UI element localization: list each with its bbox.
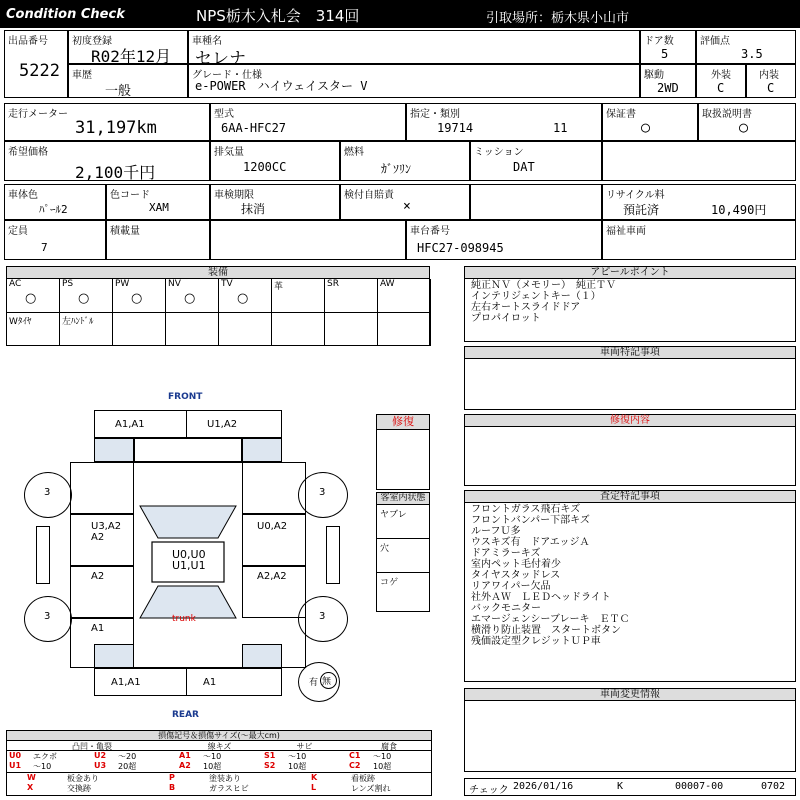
displacement-value: 1200CC [243, 160, 287, 174]
legend-desc: 板金あり [67, 774, 99, 783]
inspection-note-line: タイヤスタッドレス [471, 570, 561, 581]
warranty-box [602, 103, 698, 141]
equipment-cell-row2-4 [219, 313, 272, 346]
blank-box-2 [470, 184, 602, 220]
equipment-row2-label: 左ﾊﾝﾄﾞﾙ [62, 317, 94, 327]
left-rear-door-code: A2 [91, 571, 105, 582]
car-name-label: 車種名 [192, 36, 222, 47]
equipment-label: PS [62, 279, 74, 289]
rear-label: REAR [172, 710, 199, 720]
liability-box [340, 184, 470, 220]
equipment-cell-row2-2 [113, 313, 166, 346]
load-label: 積載量 [110, 226, 140, 237]
left-front-door-code-2: A2 [91, 532, 105, 543]
inspection-note-line: ドアミラーキズ [471, 548, 541, 559]
legend-code: L [311, 783, 317, 792]
lot-number-box [4, 30, 68, 98]
history-label: 車歴 [72, 70, 92, 81]
doors-value: 5 [661, 47, 669, 61]
recycle-status: 預託済 [623, 203, 660, 217]
displacement-label: 排気量 [214, 147, 244, 158]
equipment-mark: ○ [78, 291, 90, 306]
mileage-value: 31,197km [75, 118, 157, 138]
legend-desc: 10超 [203, 762, 222, 771]
front-label: FRONT [168, 392, 203, 402]
equipment-label: SR [327, 279, 339, 289]
legend-code: X [27, 783, 34, 792]
inspection-note-line: エマージェンシーブレーキ ＥＴＣ [471, 614, 630, 625]
right-rear-door [242, 566, 306, 618]
right-rear-door-code: A2,A2 [257, 571, 287, 582]
blank-box-1 [602, 141, 796, 181]
hood [134, 438, 242, 462]
repair-detail-panel [464, 414, 796, 486]
appeal-line: インテリジェントキー（１） [471, 291, 601, 302]
body-color-label: 車体色 [8, 190, 38, 201]
equipment-cell-3 [166, 279, 219, 313]
equipment-cell-row2-6 [325, 313, 378, 346]
check-mark: K [617, 781, 624, 792]
legend-desc: 看板跡 [351, 774, 375, 783]
inspection-note-line: ウスキズ有 ドアエッジＡ [471, 537, 590, 548]
equipment-mark: ○ [25, 291, 37, 306]
interior-state-item: 穴 [377, 539, 429, 573]
special-panel [464, 346, 796, 410]
equipment-cell-1 [60, 279, 113, 313]
designation-value-1: 19714 [437, 121, 474, 135]
legend-code: C2 [349, 761, 361, 770]
car-diagram [0, 386, 376, 722]
equipment-label: PW [115, 279, 130, 289]
legend-code: S2 [264, 761, 276, 770]
chassis-label: 車台番号 [410, 226, 450, 237]
color-code-label: 色コード [110, 190, 150, 201]
equipment-mark: ○ [131, 291, 143, 306]
legend-code: U2 [94, 751, 107, 760]
doors-box [640, 30, 696, 64]
appeal-line: 純正ＮＶ（メモリー） 純正ＴＶ [471, 280, 616, 291]
legend-header: 凸凹・亀裂 [72, 742, 112, 751]
grade-value: e-POWER ハイウェイスター V [195, 79, 368, 93]
legend-desc: 20超 [118, 762, 137, 771]
fuel-value: ｶﾞｿﾘﾝ [381, 162, 412, 176]
tire-front-right [298, 472, 348, 518]
interior-state-panel [376, 492, 430, 612]
legend-header: 線キズ [207, 742, 232, 751]
left-front-door-code: U3,A2 [91, 521, 122, 532]
interior-value: C [767, 81, 775, 95]
warranty-label: 保証書 [606, 109, 636, 120]
transmission-box [470, 141, 602, 181]
displacement-box [210, 141, 340, 181]
history-value: 一般 [105, 84, 132, 99]
recycle-amount: 10,490円 [711, 203, 767, 217]
changes-title: 車両変更情報 [465, 689, 795, 701]
legend-row2 [7, 783, 431, 793]
warranty-value: ○ [641, 118, 651, 136]
left-rear-quarter-code: A1 [91, 623, 105, 634]
first-reg-label: 初度登録 [72, 36, 112, 47]
legend-desc: ～10 [33, 762, 52, 771]
equipment-cell-row2-3 [166, 313, 219, 346]
left-rear-door [70, 566, 134, 618]
interior-state-title: 客室内状態 [377, 493, 429, 505]
legend-desc: ～20 [118, 752, 137, 761]
equipment-label: AW [380, 279, 395, 289]
fuel-box [340, 141, 470, 181]
front-right-code: U1,A2 [207, 419, 238, 430]
blank-box-3 [210, 220, 406, 260]
roof-code-2: U1,U1 [172, 559, 206, 572]
model-value: 6AA-HFC27 [221, 121, 287, 135]
changes-panel [464, 688, 796, 772]
legend-desc: 10超 [288, 762, 307, 771]
left-front-door [70, 514, 134, 566]
grade-box [188, 64, 640, 98]
mileage-label: 走行メーター [8, 109, 68, 120]
legend-code: B [169, 783, 176, 792]
color-code-value: XAM [149, 201, 169, 214]
recycle-box [602, 184, 796, 220]
capacity-label: 定員 [8, 226, 28, 237]
roof-code: U0,U0 [172, 548, 206, 561]
interior-box [746, 64, 796, 98]
legend-desc: エクボ [33, 752, 57, 761]
legend-desc: レンズ割れ [351, 784, 391, 793]
score-label: 評価点 [700, 36, 730, 47]
inspection-note-line: 室内ペット毛付着少 [471, 559, 561, 570]
tire-rear-left [24, 596, 72, 642]
load-box [106, 220, 210, 260]
legend-header: サビ [296, 742, 313, 751]
header-bar [0, 0, 800, 28]
model-box [210, 103, 406, 141]
special-title: 車両特記事項 [465, 347, 795, 359]
inspection-notes-title: 査定特記事項 [465, 491, 795, 503]
rear-bumper [94, 668, 282, 696]
inspection-note-line: ルーフＵ多 [471, 526, 521, 537]
legend-header: 腐食 [381, 742, 397, 751]
right-mirror [326, 526, 340, 584]
rear-left-code: A1,A1 [111, 677, 141, 688]
price-value: 2,100千円 [75, 163, 156, 182]
right-front-fender [242, 462, 306, 514]
equipment-label: NV [168, 279, 181, 289]
recycle-label: リサイクル料 [606, 190, 665, 201]
tire-rear-right-value: 3 [319, 611, 326, 622]
inspection-note-line: リアワイパー欠品 [471, 581, 551, 592]
equipment-cell-7 [378, 279, 431, 313]
equipment-cell-row2-1 [60, 313, 113, 346]
legend-code: W [27, 773, 36, 782]
interior-label: 内装 [759, 70, 779, 81]
equipment-row2-label: Wﾀｲﾔ [9, 317, 32, 327]
equipment-label: 革 [274, 282, 284, 292]
appeal-line: プロパイロット [471, 313, 541, 324]
interior-state-item: ヤブレ [377, 505, 429, 539]
equipment-cell-0 [7, 279, 60, 313]
equipment-cell-row2-0 [7, 313, 60, 346]
welfare-box [602, 220, 796, 260]
score-box [696, 30, 796, 64]
check-footer [464, 778, 796, 796]
capacity-box [4, 220, 106, 260]
legend-row [7, 751, 431, 761]
spare-label: 有 [309, 678, 319, 688]
legend-desc: 塗装あり [209, 774, 241, 783]
legend-code: C1 [349, 751, 361, 760]
inspection-note-line: フロントバンパー下部キズ [471, 515, 590, 526]
designation-value-2: 11 [553, 121, 568, 135]
inspection-note-line: バックモニター [471, 603, 541, 614]
right-front-door-code: U0,A2 [257, 521, 288, 532]
repair-detail-title: 修復内容 [465, 415, 795, 427]
legend-code: A1 [179, 751, 191, 760]
repair-panel [376, 414, 430, 490]
designation-label: 指定・類別 [410, 109, 460, 120]
rear-left-light [94, 644, 134, 668]
tire-front-left [24, 472, 72, 518]
lot-value: 5222 [19, 61, 60, 81]
fuel-label: 燃料 [344, 147, 364, 158]
inspection-note-line: 横滑り防止装置 スタートボタン [471, 625, 621, 636]
car-name-box [188, 30, 640, 69]
body-color-box [4, 184, 106, 220]
pickup-location: 引取場所：栃木県小山市 [486, 11, 630, 26]
equipment-mark: ○ [237, 291, 249, 306]
grade-label: グレード・仕様 [192, 70, 262, 81]
legend-row2 [7, 773, 431, 783]
left-mirror [36, 526, 50, 584]
inspection-label: 車検期限 [214, 190, 254, 201]
rear-right-code: A1 [203, 677, 217, 688]
first-reg-value: R02年12月 [91, 47, 172, 66]
legend-row [7, 761, 431, 771]
equipment-title: 装備 [7, 267, 429, 279]
spare-inner: 無 [322, 677, 332, 687]
chassis-value: HFC27-098945 [417, 241, 504, 255]
car-name-value: セレナ [195, 49, 246, 69]
front-bumper [94, 410, 282, 438]
interior-state-item: コゲ [380, 578, 399, 588]
condition-check-title: Condition Check [6, 7, 125, 22]
score-value: 3.5 [741, 47, 763, 61]
liability-label: 検付自賠責 [344, 190, 394, 201]
manual-label: 取扱説明書 [702, 109, 752, 120]
first-reg-box [68, 30, 188, 64]
left-front-fender [70, 462, 134, 514]
tire-front-left-value: 3 [44, 487, 51, 498]
drive-label: 駆動 [644, 70, 664, 81]
liability-value: × [403, 199, 411, 214]
legend-desc: ～10 [288, 752, 307, 761]
inspection-note-line: 社外ＡＷ ＬＥＤヘッドライト [471, 592, 611, 603]
drive-value: 2WD [657, 81, 679, 95]
price-label: 希望価格 [8, 147, 48, 158]
legend-code: U0 [9, 751, 22, 760]
lot-label: 出品番号 [8, 36, 48, 47]
legend-code: U3 [94, 761, 107, 770]
equipment-label: AC [9, 279, 22, 289]
spare-tire [298, 662, 340, 702]
exterior-label: 外装 [711, 70, 731, 81]
legend-code: K [311, 773, 318, 782]
chassis-box [406, 220, 602, 260]
appeal-title: アピールポイント [465, 267, 795, 279]
legend-desc: ガラスヒビ [209, 784, 249, 793]
rear-right-light [242, 644, 282, 668]
front-right-light [242, 438, 282, 462]
equipment-panel [6, 266, 430, 346]
appeal-panel [464, 266, 796, 342]
equipment-cell-row2-7 [378, 313, 431, 346]
appeal-line: 左右オートスライドドア [471, 302, 581, 313]
designation-box [406, 103, 602, 141]
trunk-label: trunk [172, 614, 196, 624]
inspection-note-line: フロントガラス飛石キズ [471, 504, 581, 515]
manual-value: ○ [739, 118, 749, 136]
legend-code: S1 [264, 751, 276, 760]
drive-box [640, 64, 696, 98]
check-code: 00007-00 [675, 781, 724, 792]
inspection-notes-panel [464, 490, 796, 682]
model-label: 型式 [214, 109, 234, 120]
legend-title: 損傷記号＆損傷サイズ(～最大cm) [7, 731, 431, 741]
price-box [4, 141, 210, 181]
auction-title: NPS栃木入札会 314回 [196, 7, 360, 25]
manual-box [698, 103, 796, 141]
color-code-box [106, 184, 210, 220]
equipment-mark: ○ [184, 291, 196, 306]
legend-code: U1 [9, 761, 22, 770]
legend-code: A2 [179, 761, 191, 770]
equipment-cell-6 [325, 279, 378, 313]
check-date: 2026/01/16 [513, 781, 574, 792]
front-left-light [94, 438, 134, 462]
history-box [68, 64, 188, 98]
damage-legend [6, 730, 432, 796]
equipment-cell-row2-5 [272, 313, 325, 346]
legend-desc: ～10 [373, 752, 392, 761]
right-front-door [242, 514, 306, 566]
repair-label: 修復 [377, 415, 429, 430]
front-left-code: A1,A1 [115, 419, 145, 430]
equipment-cell-5 [272, 279, 325, 313]
legend-desc: 交換跡 [67, 784, 91, 793]
equipment-label: TV [221, 279, 233, 289]
body-color-value: ﾊﾟｰﾙ2 [39, 203, 68, 216]
legend-desc: 10超 [373, 762, 392, 771]
transmission-label: ミッション [474, 147, 524, 158]
capacity-value: 7 [41, 241, 48, 254]
welfare-label: 福祉車両 [606, 226, 646, 237]
tire-front-right-value: 3 [319, 487, 326, 498]
tire-rear-right [298, 596, 348, 642]
check-num: 0702 [761, 781, 786, 792]
transmission-value: DAT [513, 160, 535, 174]
check-label: チェック [469, 785, 509, 796]
mileage-box [4, 103, 210, 141]
tire-rear-left-value: 3 [44, 611, 51, 622]
inspection-note-line: 残価設定型クレジットＵＰ車 [471, 636, 601, 647]
legend-code: P [169, 773, 175, 782]
legend-desc: ～10 [203, 752, 222, 761]
equipment-cell-2 [113, 279, 166, 313]
doors-label: ドア数 [644, 36, 674, 47]
exterior-box [696, 64, 746, 98]
inspection-value: 抹消 [241, 202, 266, 216]
exterior-value: C [717, 81, 725, 95]
equipment-cell-4 [219, 279, 272, 313]
inspection-box [210, 184, 340, 220]
